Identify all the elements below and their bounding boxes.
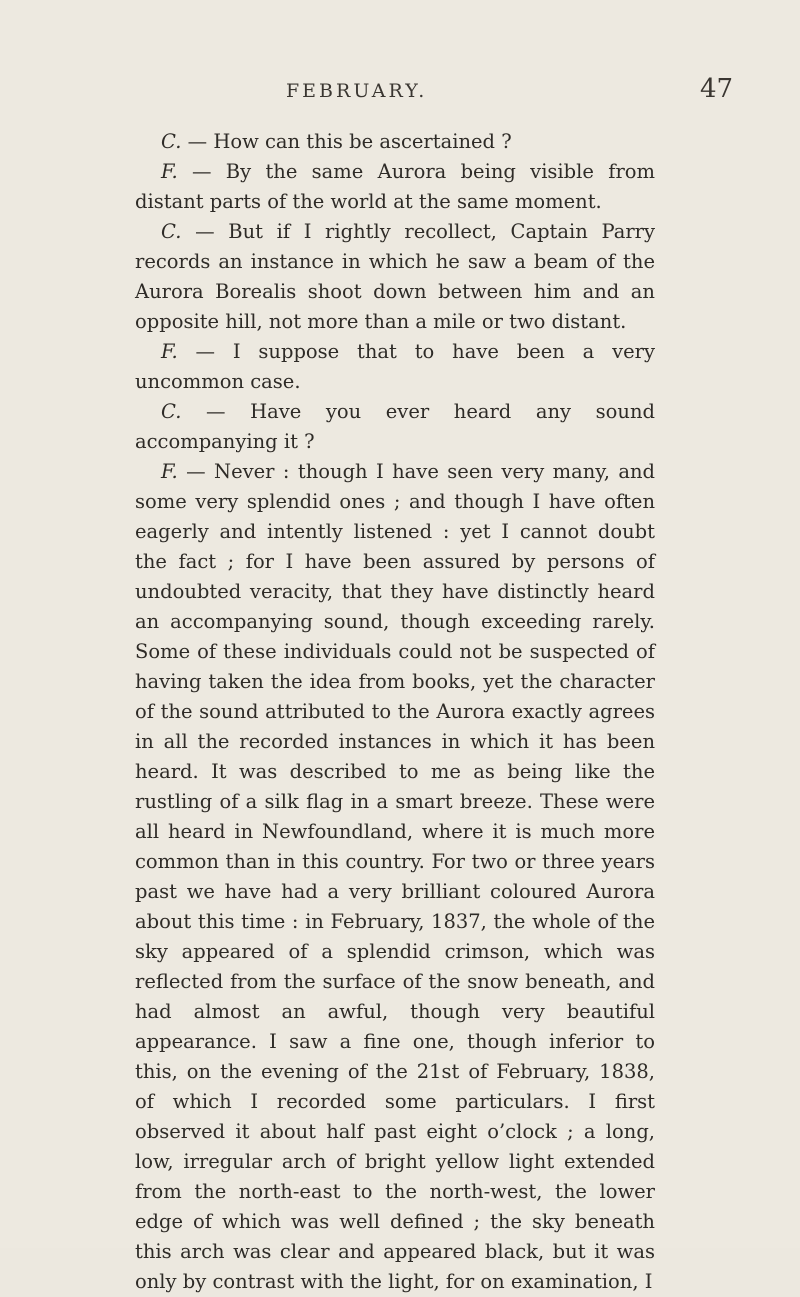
dialogue-paragraph bbox=[135, 157, 655, 217]
speaker-label: F. bbox=[161, 460, 178, 483]
page-number: 47 bbox=[700, 74, 734, 104]
paragraph-text: — I suppose that to have been a very uncommon case. bbox=[135, 340, 655, 393]
speaker-label: F. bbox=[161, 160, 178, 183]
running-head bbox=[0, 74, 800, 114]
paragraph-text: — But if I rightly recollect, Captain Parry records an instance in which he saw a beam of the Aurora Borealis shoot down between him and an opposite hill, not more than a mile or two distant. bbox=[135, 220, 655, 333]
dialogue-paragraph bbox=[135, 397, 655, 457]
dialogue-paragraph bbox=[135, 217, 655, 337]
dialogue-paragraph bbox=[135, 457, 655, 1297]
paragraph-text: — How can this be ascertained ? bbox=[181, 130, 512, 153]
speaker-label: C. bbox=[161, 130, 182, 153]
dialogue-paragraph bbox=[135, 127, 655, 157]
body-text bbox=[135, 127, 655, 1297]
paragraph-text: — By the same Aurora being visible from distant parts of the world at the same moment. bbox=[135, 160, 655, 213]
dialogue-paragraph bbox=[135, 337, 655, 397]
page-header-title: FEBRUARY. bbox=[286, 80, 428, 102]
speaker-label: C. bbox=[161, 400, 182, 423]
paragraph-text: — Never : though I have seen very many, and some very splendid ones ; and though I have often eagerly and intently listened : yet I cannot doubt the fact ; for I have been assured by persons of undoubted veracity, that they have distinctly heard an accompanying sound, though exceeding rarely. Some of these individuals could not be suspected of having taken the idea from books, yet the character of the sound attributed to the Aurora exactly agrees in all the recorded instances in which it has been heard. It was described to me as being like the rustling of a silk flag in a smart breeze. These were all heard in Newfoundland, where it is much more common than in this country. For two or three years past we have had a very brilliant coloured Aurora about this time : in February, 1837, the whole of the sky appeared of a splendid crimson, which was reflected from the surface of the snow beneath, and had almost an awful, though very beautiful appearance. I saw a fine one, though inferior to this, on the evening of the 21st of February, 1838, of which I recorded some particulars. I first observed it about half past eight o’clock ; a long, low, irregular arch of bright yellow light extended from the north-east to the north-west, the lower edge of which was well defined ; the sky beneath this arch was clear and appeared black, but it was only by contrast with the light, for on examination, I bbox=[135, 460, 655, 1293]
paragraph-text: — Have you ever heard any sound accompanying it ? bbox=[135, 400, 655, 453]
speaker-label: F. bbox=[161, 340, 178, 363]
speaker-label: C. bbox=[161, 220, 182, 243]
